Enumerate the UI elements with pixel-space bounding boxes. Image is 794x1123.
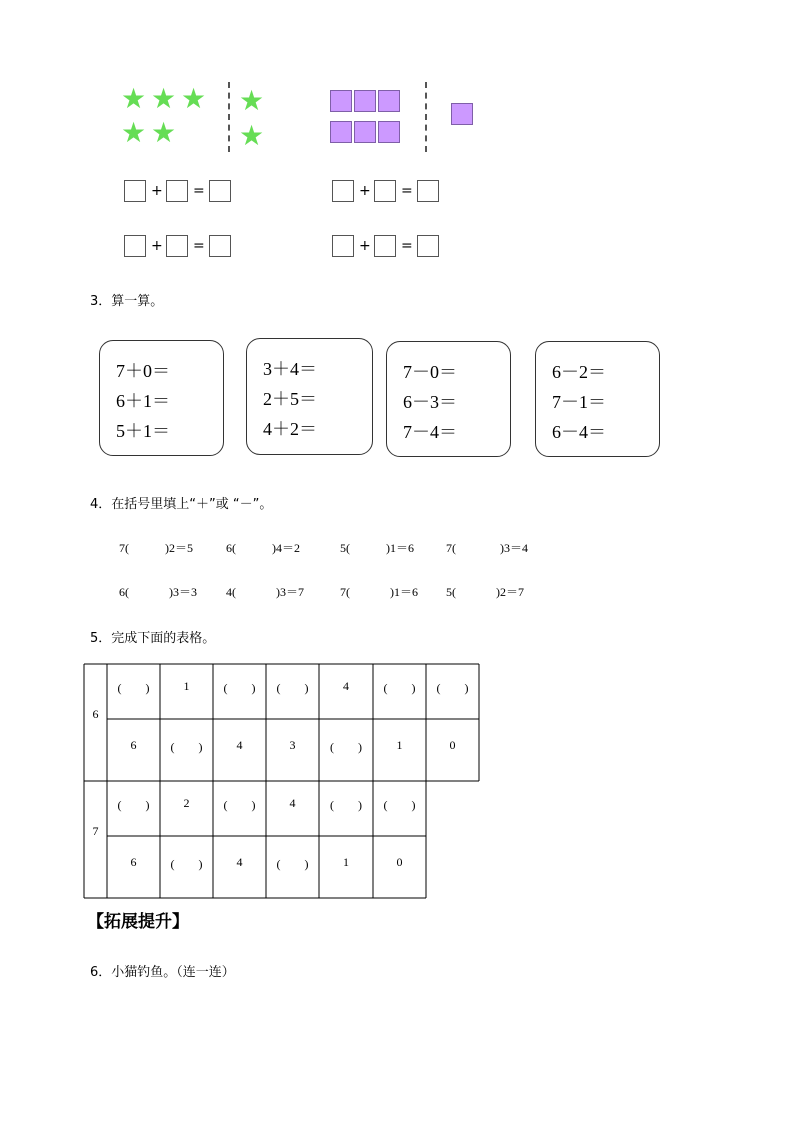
star-icon: ★ bbox=[151, 118, 177, 149]
table-cell: 4 bbox=[236, 738, 243, 752]
equals-sign: = bbox=[401, 183, 413, 199]
calc-line: 6－2＝ bbox=[552, 362, 606, 382]
table-cell: 4 bbox=[343, 679, 349, 693]
table-cell: 3 bbox=[289, 738, 296, 752]
fill-item[interactable]: 7( )3＝4 bbox=[446, 541, 528, 555]
calc-line: 6＋1＝ bbox=[116, 391, 170, 411]
calc-line: 4＋2＝ bbox=[263, 419, 317, 439]
table-cell[interactable]: ( ) bbox=[170, 857, 203, 871]
star-icon: ★ bbox=[121, 118, 147, 149]
fill-item[interactable]: 5( )2＝7 bbox=[446, 585, 524, 599]
calc-line: 7－4＝ bbox=[403, 422, 457, 442]
table-cell[interactable]: ( ) bbox=[170, 740, 203, 754]
table-cell: 0 bbox=[396, 855, 403, 869]
q4-title: 4．在括号里填上“＋”或 “－”。 bbox=[90, 497, 273, 512]
plus-sign: + bbox=[151, 183, 163, 199]
table-cell: 6 bbox=[130, 738, 137, 752]
calc-line: 7－0＝ bbox=[403, 362, 457, 382]
equals-sign: = bbox=[193, 183, 205, 199]
table-cell[interactable]: ( ) bbox=[117, 798, 150, 812]
plus-sign: + bbox=[359, 183, 371, 199]
equals-sign: = bbox=[193, 238, 205, 254]
calc-line: 6－3＝ bbox=[403, 392, 457, 412]
table-cell: 1 bbox=[183, 679, 190, 693]
table-cell: 1 bbox=[343, 855, 349, 869]
table-cell: 4 bbox=[236, 855, 243, 869]
table-cell[interactable]: ( ) bbox=[223, 681, 256, 695]
extension-heading: 【拓展提升】 bbox=[87, 912, 189, 932]
plus-sign: + bbox=[151, 238, 163, 254]
q6-title: 6．小猫钓鱼。（连一连） bbox=[90, 965, 235, 980]
equals-sign: = bbox=[401, 238, 413, 254]
q3-title: 3．算一算。 bbox=[90, 294, 164, 309]
fill-item[interactable]: 5( )1＝6 bbox=[340, 541, 414, 555]
table-cell: 4 bbox=[289, 796, 296, 810]
plus-sign: + bbox=[359, 238, 371, 254]
table-cell: 0 bbox=[449, 738, 456, 752]
fill-item[interactable]: 6( )4＝2 bbox=[226, 541, 300, 555]
table-cell[interactable]: ( ) bbox=[330, 798, 362, 812]
table-cell[interactable]: ( ) bbox=[276, 681, 309, 695]
calc-line: 7－1＝ bbox=[552, 392, 606, 412]
star-icon: ★ bbox=[181, 84, 207, 115]
fill-item[interactable]: 6( )3＝3 bbox=[119, 585, 197, 599]
star-icon: ★ bbox=[239, 121, 265, 152]
calc-line: 5＋1＝ bbox=[116, 421, 170, 441]
table-row-label: 6 bbox=[92, 707, 99, 721]
star-icon: ★ bbox=[239, 86, 265, 117]
fill-item[interactable]: 4( )3＝7 bbox=[226, 585, 304, 599]
q5-title: 5．完成下面的表格。 bbox=[90, 631, 216, 646]
table-cell: 1 bbox=[396, 738, 403, 752]
fill-item[interactable]: 7( )2＝5 bbox=[119, 541, 193, 555]
table-cell[interactable]: ( ) bbox=[223, 798, 256, 812]
calc-line: 2＋5＝ bbox=[263, 389, 317, 409]
calc-line: 7＋0＝ bbox=[116, 361, 170, 381]
table-cell: 2 bbox=[183, 796, 190, 810]
star-icon: ★ bbox=[121, 84, 147, 115]
table-cell[interactable]: ( ) bbox=[276, 857, 309, 871]
table-cell: 6 bbox=[130, 855, 137, 869]
table-cell[interactable]: ( ) bbox=[117, 681, 150, 695]
table-cell[interactable]: ( ) bbox=[330, 740, 362, 754]
fill-item[interactable]: 7( )1＝6 bbox=[340, 585, 418, 599]
table-cell[interactable]: ( ) bbox=[383, 798, 416, 812]
calc-line: 3＋4＝ bbox=[263, 359, 317, 379]
table-row-label: 7 bbox=[92, 824, 99, 838]
table-cell[interactable]: ( ) bbox=[383, 681, 416, 695]
star-icon: ★ bbox=[151, 84, 177, 115]
calc-line: 6－4＝ bbox=[552, 422, 606, 442]
table-cell[interactable]: ( ) bbox=[436, 681, 469, 695]
